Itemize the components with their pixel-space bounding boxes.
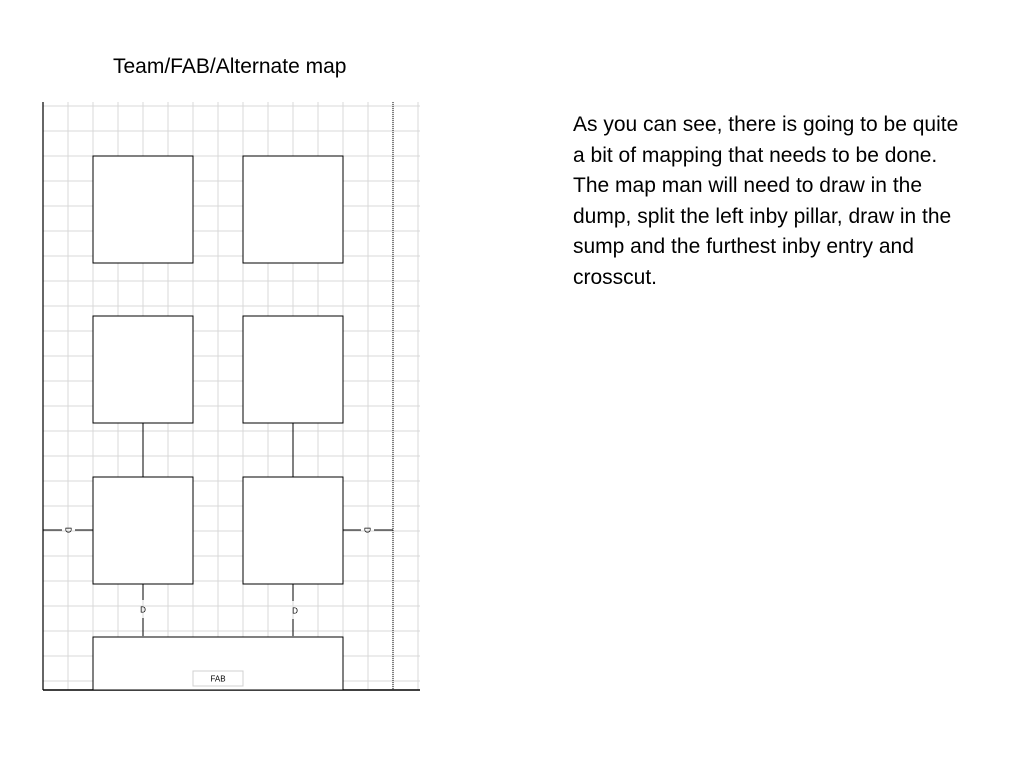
curtain-entry-right-label: D — [292, 606, 298, 616]
pillar-right-inby — [243, 156, 343, 263]
pillar-right-middle — [243, 316, 343, 423]
curtain-right-label: D — [362, 527, 372, 533]
pillar-left-inby — [93, 156, 193, 263]
slide-note: As you can see, there is going to be quite a bit of mapping that needs to be done. The map man will need to draw in the dump, split the left inby pillar, draw in the sump and the furthest inby entry and crosscut. — [573, 113, 959, 289]
curtain-left-label: D — [63, 527, 73, 533]
pillar-left-outby — [93, 477, 193, 584]
fab-label: FAB — [210, 674, 226, 684]
pillar-left-middle — [93, 316, 193, 423]
slide-title: Team/FAB/Alternate map — [113, 55, 347, 78]
pillar-right-outby — [243, 477, 343, 584]
curtain-entry-left-label: D — [140, 605, 146, 615]
